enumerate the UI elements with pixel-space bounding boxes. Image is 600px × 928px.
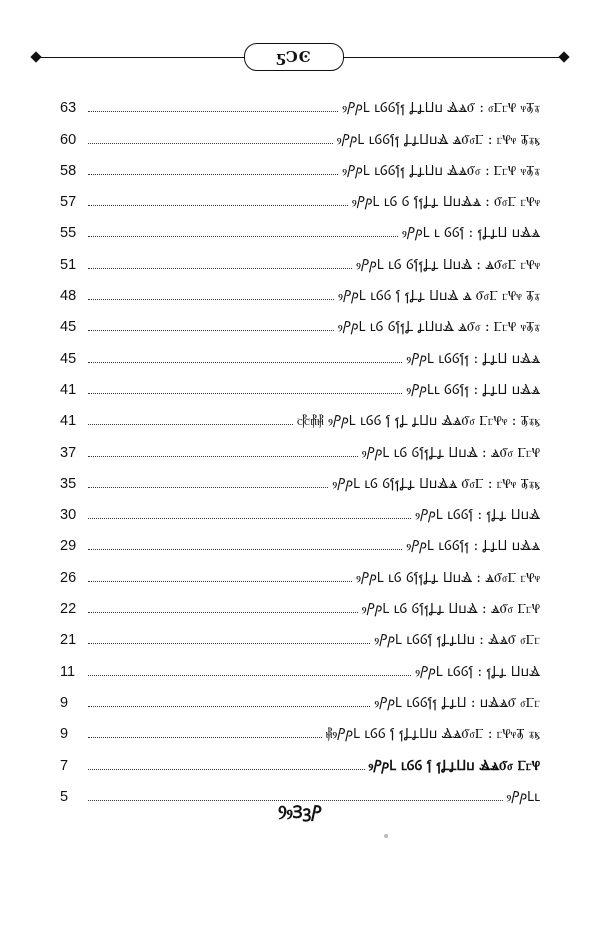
toc-dot-leader xyxy=(88,581,352,582)
toc-entry-title: ⳋⳎⳏⳐ ⳑⳒⳓⳔⳕ : ⳖⳗⳘ ⳙⳚⳛ xyxy=(406,538,540,555)
toc-page-number: 26 xyxy=(60,569,77,586)
toc-page-number: 48 xyxy=(60,288,77,305)
toc-entry[interactable] xyxy=(60,274,540,305)
toc-dot-leader xyxy=(88,769,365,770)
section-title: ⳊⳋⳌⳍⳎ xyxy=(278,803,322,823)
toc-entry-title: ⳋⳎⳏⳐ ⳑⳒⳓⳔⳕ ⳖⳗⳘⳙ ⳚⳛⳜ : ⳝⳞⳟⳠ ⳡⳢⳣ xyxy=(342,100,540,117)
header-diamond-right xyxy=(558,51,569,62)
toc-entry[interactable] xyxy=(60,712,540,743)
toc-dot-leader xyxy=(88,643,370,644)
toc-dot-leader xyxy=(88,362,402,363)
toc-entry[interactable] xyxy=(60,305,540,336)
toc-dot-leader xyxy=(88,236,398,237)
toc-dot-leader xyxy=(88,330,334,331)
toc-page-number: 21 xyxy=(60,632,77,649)
toc-entry-title: ⳋⳎⳏⳐ ⳑⳒⳓⳔ : ⳕⳖⳗ ⳘⳙⳚ xyxy=(415,663,540,680)
toc-entry[interactable] xyxy=(60,743,540,774)
page-number: ƽϽϾ xyxy=(244,43,344,71)
toc-dot-leader xyxy=(88,174,338,175)
toc-entry[interactable] xyxy=(60,524,540,555)
toc-entry[interactable] xyxy=(60,555,540,586)
toc-page-number: 35 xyxy=(60,475,77,492)
toc-entry-title: ⳋⳎⳏⳐ ⳑⳒ ⳓⳔⳕⳖ ⳗⳘⳙⳚ ⳛⳜⳝ : ⳞⳟⳠ ⳡⳢⳣ xyxy=(337,319,540,336)
toc-entry[interactable] xyxy=(60,462,540,493)
table-of-contents xyxy=(60,86,540,806)
page-header xyxy=(32,42,568,72)
toc-entry[interactable] xyxy=(60,117,540,148)
toc-entry-title: ⳋⳎⳏⳐ ⳑⳒⳓⳔⳕ : ⳖⳗⳘ ⳙⳚⳛ xyxy=(406,350,540,367)
toc-entry-title: ⳋⳎⳏⳐ ⳑⳒ ⳓⳔⳕⳖⳗ ⳘⳙⳚ : ⳛⳜⳝⳞ ⳟⳠⳡ xyxy=(356,256,540,273)
toc-entry-title: ⳋⳎⳏⳐⳑ xyxy=(506,788,540,805)
toc-entry-title: ⳋⳎⳏⳐ ⳑⳒⳓ Ⳕ ⳕⳖⳗⳘⳙ ⳚⳛⳜⳝ ⳞⳟⳠ xyxy=(368,757,540,774)
toc-page-number: 57 xyxy=(60,194,77,211)
toc-page-number: 9 xyxy=(60,726,69,743)
toc-entry[interactable] xyxy=(60,430,540,461)
toc-entry[interactable] xyxy=(60,86,540,117)
toc-page-number: 22 xyxy=(60,601,77,618)
toc-entry[interactable] xyxy=(60,149,540,180)
toc-dot-leader xyxy=(88,675,411,676)
toc-dot-leader xyxy=(88,737,322,738)
toc-entry-title: ⳋⳎⳏⳐ ⳑⳒ ⳓⳔⳕⳖⳗ ⳘⳙⳚ : ⳛⳜⳝ ⳞⳟⳠ xyxy=(361,601,540,618)
toc-page-number: 37 xyxy=(60,444,77,461)
toc-dot-leader xyxy=(88,518,411,519)
toc-dot-leader xyxy=(88,111,338,112)
toc-entry-title: ⳋⳎⳏⳐⳑ ⳒⳓⳔⳕ : ⳖⳗⳘ ⳙⳚⳛ xyxy=(406,381,540,398)
toc-dot-leader xyxy=(88,706,370,707)
toc-dot-leader xyxy=(88,268,352,269)
toc-page-number: 63 xyxy=(60,100,77,117)
toc-dot-leader xyxy=(88,456,358,457)
toc-entry-title: ⳋⳎⳏⳐ ⳑⳒⳓⳔ ⳕⳖⳗⳘⳙ : ⳚⳛⳜ ⳝⳞⳟ xyxy=(374,632,540,649)
toc-dot-leader xyxy=(88,393,402,394)
toc-entry-title: ⳋⳎⳏⳐ ⳑ ⳒⳓⳔ : ⳕⳖⳗⳘ ⳙⳚⳛ xyxy=(402,225,540,242)
toc-dot-leader xyxy=(88,299,334,300)
toc-entry[interactable] xyxy=(60,587,540,618)
toc-page-number: 7 xyxy=(60,757,69,774)
toc-page-number: 58 xyxy=(60,162,77,179)
toc-page-number: 45 xyxy=(60,319,77,336)
toc-entry[interactable] xyxy=(60,618,540,649)
toc-entry[interactable] xyxy=(60,242,540,273)
toc-dot-leader xyxy=(88,205,348,206)
toc-entry-title: ⳋⳎⳏⳐ ⳑⳒⳓ Ⳕ ⳕⳖⳗⳘⳙ ⳚⳛⳜⳝⳞ : ⳟⳠⳡⳢ ⳣⳤ⳥ xyxy=(325,726,540,743)
toc-entry[interactable] xyxy=(60,180,540,211)
toc-entry[interactable] xyxy=(60,368,540,399)
toc-page-number: 30 xyxy=(60,507,77,524)
toc-page-number: 41 xyxy=(60,413,77,430)
toc-page-number: 45 xyxy=(60,350,77,367)
toc-entry[interactable] xyxy=(60,649,540,680)
toc-page-number: 5 xyxy=(60,788,69,805)
toc-page-number: 29 xyxy=(60,538,77,555)
toc-entry-title: ⳋⳎⳏⳐ ⳑⳒⳓⳔⳕ ⳖⳗⳘⳙ ⳚⳛⳜⳝ : ⳞⳟⳠ ⳡⳢⳣ xyxy=(342,162,540,179)
toc-entry-title: ⳋⳎⳏⳐ ⳑⳒⳓ Ⳕ ⳕⳖ ⳗⳘⳙ ⳚⳛⳜⳝ ⳞⳟⳠⳡ : Ⳣⳣⳤ ⳥⳦⳧ xyxy=(297,413,540,430)
toc-entry-title: ⳋⳎⳏⳐ ⳑⳒ ⳓⳔⳕⳖⳗ ⳘⳙⳚ : ⳛⳜⳝ ⳞⳟⳠ xyxy=(361,444,540,461)
toc-page-number: 55 xyxy=(60,225,77,242)
toc-entry[interactable] xyxy=(60,493,540,524)
toc-entry-title: ⳋⳎⳏⳐ ⳑⳒ ⳓ ⳔⳕⳖⳗ ⳘⳙⳚⳛ : ⳜⳝⳞ ⳟⳠⳡ xyxy=(351,194,540,211)
toc-dot-leader xyxy=(88,487,328,488)
toc-dot-leader xyxy=(88,424,293,425)
toc-entry-title: ⳋⳎⳏⳐ ⳑⳒⳓⳔ : ⳕⳖⳗ ⳘⳙⳚ xyxy=(415,507,540,524)
header-diamond-left xyxy=(30,51,41,62)
toc-dot-leader xyxy=(88,612,358,613)
toc-entry-title: ⳋⳎⳏⳐ ⳑⳒ ⳓⳔⳕⳖⳗ ⳘⳙⳚ : ⳛⳜⳝⳞ ⳟⳠⳡ xyxy=(356,569,540,586)
toc-entry[interactable] xyxy=(60,681,540,712)
toc-page-number: 60 xyxy=(60,131,77,148)
toc-entry-title: ⳋⳎⳏⳐ ⳑⳒⳓⳔⳕ ⳖⳗⳘⳙⳚ ⳛⳜⳝⳞ : ⳟⳠⳡ Ⳣⳣⳤ xyxy=(336,131,540,148)
toc-dot-leader xyxy=(88,549,402,550)
toc-page-number: 9 xyxy=(60,694,69,711)
toc-page-number: 41 xyxy=(60,381,77,398)
toc-page-number: 11 xyxy=(60,663,76,680)
toc-entry-title: ⳋⳎⳏⳐ ⳑⳒⳓ Ⳕ ⳕⳖⳗ ⳘⳙⳚ ⳛ ⳜⳝⳞ ⳟⳠⳡ Ⳣⳣ xyxy=(338,288,540,305)
toc-entry[interactable] xyxy=(60,399,540,430)
toc-entry[interactable] xyxy=(60,336,540,367)
toc-dot-leader xyxy=(88,143,333,144)
toc-entry-title: ⳋⳎⳏⳐ ⳑⳒ ⳓⳔⳕⳖⳗ ⳘⳙⳚⳛ ⳜⳝⳞ : ⳟⳠⳡ Ⳣⳣⳤ xyxy=(332,475,540,492)
toc-entry[interactable] xyxy=(60,211,540,242)
toc-entry-title: ⳋⳎⳏⳐ ⳑⳒⳓⳔⳕ ⳖⳗⳘ : ⳙⳚⳛⳜ ⳝⳞⳟ xyxy=(374,694,540,711)
toc-page-number: 51 xyxy=(60,256,77,273)
print-speck xyxy=(384,834,388,838)
